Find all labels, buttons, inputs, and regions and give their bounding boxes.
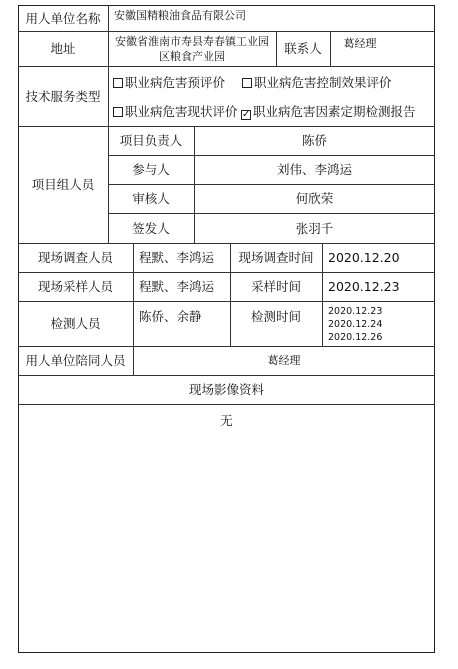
team-role: 审核人 [132, 191, 170, 206]
team-role: 参与人 [132, 162, 170, 177]
employer-value: 安徽国精粮油食品有限公司 [114, 8, 246, 22]
address-label: 地址 [50, 41, 76, 56]
team-role: 签发人 [132, 220, 170, 236]
sampling-staff-value: 程默、李鸿运 [139, 279, 215, 294]
contact-label: 联系人 [284, 41, 322, 56]
service-option-status-evaluation[interactable] [113, 102, 238, 120]
team-name: 张羽千 [295, 220, 334, 236]
escort-value: 葛经理 [267, 354, 301, 367]
address-line-1: 安徽省淮南市寿县寿春镇工业园 [115, 34, 269, 48]
testing-date: 2020.12.23 [328, 305, 383, 317]
photos-section-title: 现场影像资料 [188, 382, 264, 397]
survey-staff-value: 程默、李鸿运 [139, 250, 215, 265]
team-name: 何欣荣 [295, 191, 334, 206]
testing-date: 2020.12.24 [328, 318, 383, 330]
testing-date: 2020.12.26 [328, 331, 383, 343]
escort-label: 用人单位陪同人员 [25, 353, 126, 368]
testing-dates [322, 302, 435, 346]
team-label: 项目组人员 [31, 177, 95, 192]
service-type-label: 技术服务类型 [25, 88, 101, 104]
checkbox-checked-icon[interactable]: ✓ [242, 109, 251, 120]
service-option-periodic-testing[interactable] [241, 102, 416, 120]
checkbox-icon[interactable] [113, 107, 123, 117]
survey-time-label: 现场调查时间 [238, 250, 314, 265]
service-option-control-evaluation[interactable] [242, 73, 392, 91]
contact-value: 葛经理 [343, 36, 377, 50]
service-option-pre-evaluation[interactable] [113, 73, 225, 91]
row-divider [18, 404, 435, 405]
checkbox-icon[interactable] [242, 78, 252, 88]
sampling-staff-label: 现场采样人员 [37, 279, 113, 294]
team-role: 项目负责人 [119, 133, 183, 148]
employer-label: 用人单位名称 [25, 10, 101, 26]
testing-staff-value: 陈侨、余静 [139, 308, 202, 324]
service-option-label: 职业病危害现状评价 [125, 104, 238, 119]
sampling-time-value: 2020.12.23 [328, 279, 400, 294]
address-line-2: 区粮食产业园 [159, 49, 225, 63]
testing-time-label: 检测时间 [250, 308, 301, 324]
service-option-label: 职业病危害预评价 [125, 75, 226, 90]
team-name: 陈侨 [301, 133, 327, 148]
photos-value: 无 [220, 412, 233, 428]
service-option-label: 职业病危害因素定期检测报告 [253, 104, 416, 119]
survey-staff-label: 现场调查人员 [37, 250, 113, 265]
team-name: 刘伟、李鸿运 [276, 162, 352, 177]
survey-time-value: 2020.12.20 [328, 250, 400, 265]
sampling-time-label: 采样时间 [250, 279, 301, 294]
service-option-label: 职业病危害控制效果评价 [254, 75, 392, 90]
checkbox-icon[interactable] [113, 78, 123, 88]
testing-staff-label: 检测人员 [50, 316, 101, 331]
address-value [108, 31, 276, 66]
